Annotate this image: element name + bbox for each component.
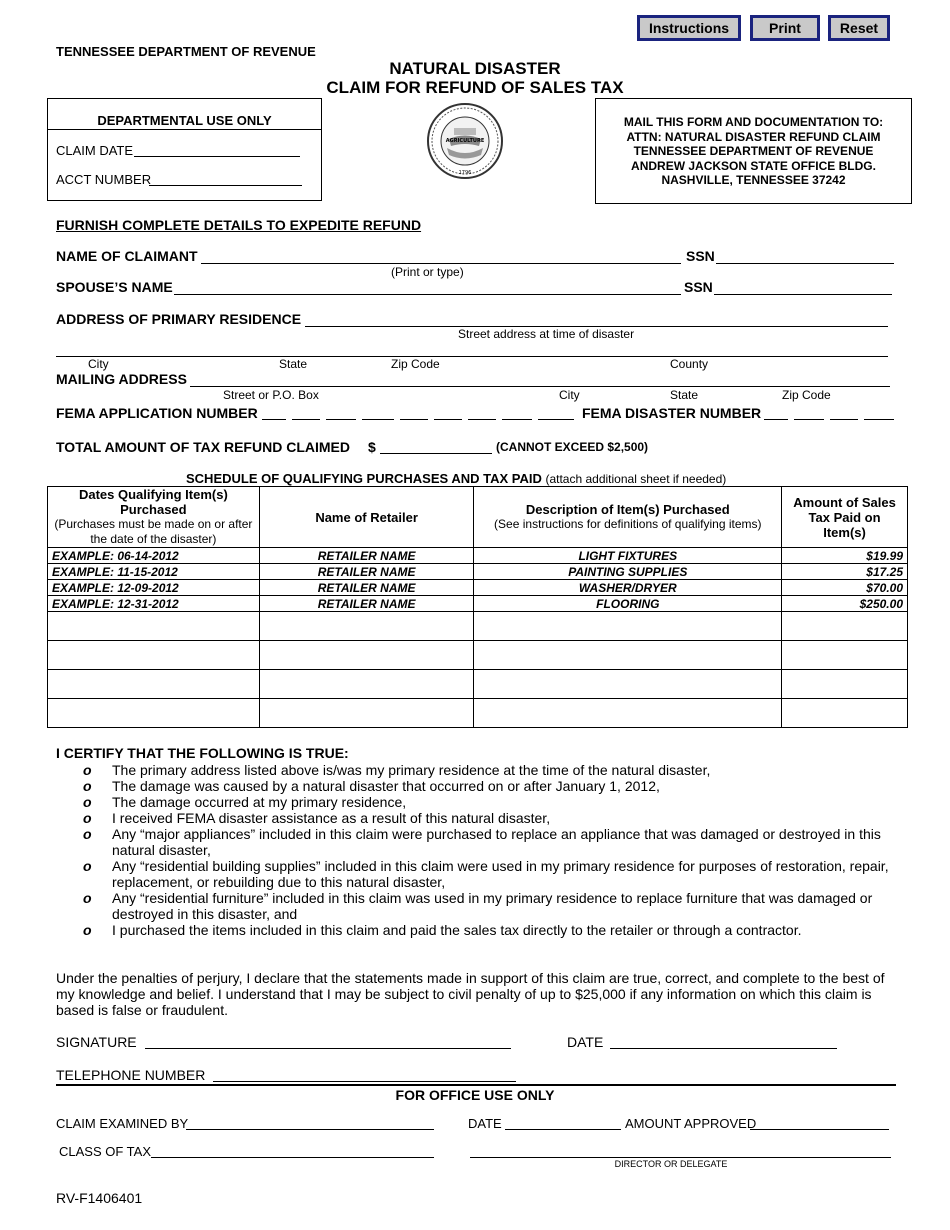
departmental-use-box bbox=[47, 98, 322, 201]
blank-retailer-cell[interactable] bbox=[259, 641, 474, 670]
row-date: EXAMPLE: 12-31-2012 bbox=[48, 596, 260, 612]
telephone-field[interactable] bbox=[213, 1081, 516, 1082]
row-date: EXAMPLE: 11-15-2012 bbox=[48, 564, 260, 580]
primary-residence-label: ADDRESS OF PRIMARY RESIDENCE bbox=[56, 311, 302, 327]
mail-line4: ANDREW JACKSON STATE OFFICE BLDG. bbox=[631, 158, 876, 173]
list-item: o I purchased the items included in this claim and paid the sales tax directly to the retailer or through a contractor. bbox=[83, 922, 802, 938]
signature-field[interactable] bbox=[145, 1048, 511, 1049]
blank-date-cell[interactable] bbox=[48, 699, 260, 728]
amount-header: Amount of Sales Tax Paid on Item(s) bbox=[782, 487, 908, 548]
fema-disaster-field[interactable] bbox=[764, 406, 894, 420]
blank-amount-cell[interactable] bbox=[782, 612, 908, 641]
print-button[interactable]: Print bbox=[750, 15, 820, 41]
description-header: Description of Item(s) Purchased (See instructions for definitions of qualifying items) bbox=[474, 487, 782, 548]
office-divider bbox=[56, 1084, 896, 1086]
acct-number-field[interactable] bbox=[149, 185, 302, 186]
row-item: WASHER/DRYER bbox=[474, 580, 782, 596]
blank-entry-row[interactable] bbox=[48, 699, 908, 728]
claim-date-label: CLAIM DATE bbox=[56, 143, 134, 158]
cannot-exceed-note: (CANNOT EXCEED $2,500) bbox=[496, 440, 649, 454]
list-item: o Any “residential furniture” included in this claim was used in my primary residence to replace furniture that was damaged or destroyed in this disaster, and bbox=[83, 890, 873, 922]
blank-item-cell[interactable] bbox=[474, 641, 782, 670]
signature-date-field[interactable] bbox=[610, 1048, 837, 1049]
total-refund-label: TOTAL AMOUNT OF TAX REFUND CLAIMED bbox=[56, 439, 350, 455]
state-caption: State bbox=[279, 357, 308, 371]
office-date-field[interactable] bbox=[505, 1129, 621, 1130]
department-name: TENNESSEE DEPARTMENT OF REVENUE bbox=[56, 44, 316, 59]
blank-date-cell[interactable] bbox=[48, 670, 260, 699]
departmental-use-title: DEPARTMENTAL USE ONLY bbox=[97, 113, 272, 128]
row-retailer: RETAILER NAME bbox=[259, 564, 474, 580]
class-of-tax-label: CLASS OF TAX bbox=[59, 1144, 151, 1159]
schedule-table bbox=[47, 486, 908, 728]
reset-button[interactable]: Reset bbox=[828, 15, 890, 41]
row-retailer: RETAILER NAME bbox=[259, 548, 474, 564]
row-retailer: RETAILER NAME bbox=[259, 596, 474, 612]
amount-approved-label: AMOUNT APPROVED bbox=[625, 1116, 757, 1131]
blank-item-cell[interactable] bbox=[474, 670, 782, 699]
list-item: o The damage was caused by a natural disaster that occurred on or after January 1, 2012, bbox=[83, 778, 660, 794]
signature-date-label: DATE bbox=[567, 1034, 604, 1050]
mailing-state-caption: State bbox=[670, 388, 699, 402]
row-amount: $19.99 bbox=[782, 548, 908, 564]
seal-year: 1796 bbox=[458, 170, 472, 176]
claimant-label: NAME OF CLAIMANT bbox=[56, 248, 198, 264]
list-item: o Any “major appliances” included in this claim were purchased to replace an appliance that was damaged or destroyed in this natural disaster, bbox=[83, 826, 881, 858]
list-item: o The damage occurred at my primary residence, bbox=[83, 794, 407, 810]
blank-date-cell[interactable] bbox=[48, 641, 260, 670]
street-po-caption: Street or P.O. Box bbox=[223, 388, 319, 402]
claimant-ssn-field[interactable] bbox=[716, 263, 894, 264]
blank-amount-cell[interactable] bbox=[782, 670, 908, 699]
row-date: EXAMPLE: 12-09-2012 bbox=[48, 580, 260, 596]
city-caption: City bbox=[88, 357, 109, 371]
perjury-statement: Under the penalties of perjury, I declare that the statements made in support of this claim are true, correct, and complete to the best of my knowledge and belief. I understand that I may be subject to civil penalty of up to $25,000 if any information on which this claim is based is false or fraudulent. bbox=[56, 970, 885, 1018]
mail-line2: ATTN: NATURAL DISASTER REFUND CLAIM bbox=[626, 129, 881, 144]
blank-item-cell[interactable] bbox=[474, 612, 782, 641]
row-retailer: RETAILER NAME bbox=[259, 580, 474, 596]
mail-line5: NASHVILLE, TENNESSEE 37242 bbox=[661, 173, 846, 187]
blank-retailer-cell[interactable] bbox=[259, 670, 474, 699]
dates-header: Dates Qualifying Item(s) Purchased (Purchases must be made on or after the date of the disaster) bbox=[48, 487, 260, 548]
mailing-city-caption: City bbox=[559, 388, 580, 402]
office-date-label: DATE bbox=[468, 1116, 502, 1131]
table-row bbox=[48, 580, 908, 596]
blank-entry-row[interactable] bbox=[48, 641, 908, 670]
blank-retailer-cell[interactable] bbox=[259, 612, 474, 641]
blank-date-cell[interactable] bbox=[48, 612, 260, 641]
mailing-zip-caption: Zip Code bbox=[782, 388, 831, 402]
list-item: o I received FEMA disaster assistance as a result of this natural disaster, bbox=[83, 810, 551, 826]
print-or-type-caption: (Print or type) bbox=[391, 265, 464, 279]
furnish-heading: FURNISH COMPLETE DETAILS TO EXPEDITE REFUND bbox=[56, 217, 422, 233]
spouse-ssn-label: SSN bbox=[684, 279, 713, 295]
class-of-tax-field[interactable] bbox=[151, 1157, 434, 1158]
blank-retailer-cell[interactable] bbox=[259, 699, 474, 728]
row-amount: $70.00 bbox=[782, 580, 908, 596]
blank-entry-row[interactable] bbox=[48, 612, 908, 641]
row-date: EXAMPLE: 06-14-2012 bbox=[48, 548, 260, 564]
office-use-title: FOR OFFICE USE ONLY bbox=[395, 1087, 555, 1103]
claimant-name-field[interactable] bbox=[201, 263, 681, 264]
mail-line3: TENNESSEE DEPARTMENT OF REVENUE bbox=[633, 144, 874, 158]
schedule-title: SCHEDULE OF QUALIFYING PURCHASES AND TAX PAID (attach additional sheet if needed) bbox=[186, 471, 727, 486]
instructions-button[interactable]: Instructions bbox=[637, 15, 741, 41]
residence-city-line[interactable] bbox=[56, 356, 888, 357]
row-amount: $17.25 bbox=[782, 564, 908, 580]
claimant-ssn-label: SSN bbox=[686, 248, 715, 264]
table-row bbox=[48, 548, 908, 564]
schedule-header-row bbox=[48, 487, 908, 548]
blank-entry-row[interactable] bbox=[48, 670, 908, 699]
spouse-ssn-field[interactable] bbox=[714, 294, 892, 295]
mail-line1: MAIL THIS FORM AND DOCUMENTATION TO: bbox=[623, 115, 884, 129]
fema-application-label: FEMA APPLICATION NUMBER bbox=[56, 405, 258, 421]
street-caption: Street address at time of disaster bbox=[458, 327, 635, 341]
spouse-name-field[interactable] bbox=[174, 294, 681, 295]
blank-amount-cell[interactable] bbox=[782, 641, 908, 670]
dollar-sign: $ bbox=[368, 439, 376, 455]
fema-application-field[interactable] bbox=[262, 406, 574, 420]
blank-amount-cell[interactable] bbox=[782, 699, 908, 728]
director-signature-field[interactable] bbox=[470, 1157, 891, 1158]
row-item: FLOORING bbox=[474, 596, 782, 612]
fema-disaster-label: FEMA DISASTER NUMBER bbox=[582, 405, 762, 421]
list-item: o Any “residential building supplies” included in this claim were used in my primary residence for purposes of restoration, repair, replacement, or rebuilding due to this natural disaster, bbox=[83, 858, 889, 890]
director-caption: DIRECTOR OR DELEGATE bbox=[614, 1159, 728, 1169]
blank-item-cell[interactable] bbox=[474, 699, 782, 728]
row-item: LIGHT FIXTURES bbox=[474, 548, 782, 564]
row-item: PAINTING SUPPLIES bbox=[474, 564, 782, 580]
claim-date-field[interactable] bbox=[134, 156, 300, 157]
claim-examined-field[interactable] bbox=[186, 1129, 434, 1130]
amount-approved-field[interactable] bbox=[750, 1129, 889, 1130]
form-title-line1: NATURAL DISASTER bbox=[389, 59, 561, 78]
certify-list bbox=[83, 762, 893, 938]
retailer-header: Name of Retailer bbox=[259, 487, 474, 548]
mail-address-box bbox=[595, 98, 912, 204]
list-item: o The primary address listed above is/was my primary residence at the time of the natural disaster, bbox=[83, 762, 711, 778]
row-amount: $250.00 bbox=[782, 596, 908, 612]
table-row bbox=[48, 564, 908, 580]
mailing-address-label: MAILING ADDRESS bbox=[56, 371, 187, 387]
seal-center-text: AGRICULTURE bbox=[445, 138, 485, 144]
telephone-label: TELEPHONE NUMBER bbox=[56, 1067, 206, 1083]
zip-caption: Zip Code bbox=[391, 357, 440, 371]
form-number: RV-F1406401 bbox=[56, 1190, 143, 1206]
acct-number-label: ACCT NUMBER bbox=[56, 172, 152, 187]
total-refund-field[interactable] bbox=[380, 453, 492, 454]
state-seal-icon bbox=[425, 102, 505, 180]
claim-examined-label: CLAIM EXAMINED BY bbox=[56, 1116, 189, 1131]
certify-heading: I CERTIFY THAT THE FOLLOWING IS TRUE: bbox=[56, 745, 349, 761]
form-title-line2: CLAIM FOR REFUND OF SALES TAX bbox=[326, 78, 624, 97]
mailing-address-field[interactable] bbox=[190, 386, 890, 387]
table-row bbox=[48, 596, 908, 612]
county-caption: County bbox=[670, 357, 709, 371]
spouse-label: SPOUSE’S NAME bbox=[56, 279, 173, 295]
signature-label: SIGNATURE bbox=[56, 1034, 137, 1050]
